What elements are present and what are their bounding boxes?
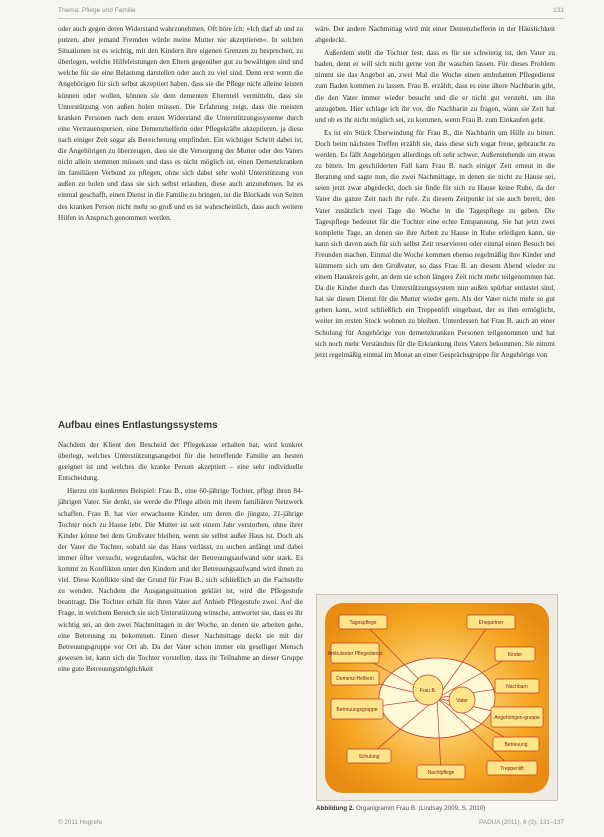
paragraph: Außerdem stellt die Tochter fest, dass es für sie schwierig ist, den Vater zu baden, denn er will sich nicht gerne von ihr waschen lassen. Für dieses Problem nimmt sie das Angebot an, zwei Mal die Woche einen ambulanten Pflegedienst zum Baden kommen zu lassen. Frau B. erzählt, dass es eine ältere Nachbarin gibt, die den Vater immer wieder besucht und die er nicht gut versteht, um ihn anzugeben. Hier schlage ich ihr vor, die Nachbarin zu fragen, wann sie Zeit hat und ob es ihr nicht möglich sei, zu kommen, wenn Frau B. zum Einkaufen geht.: [315, 49, 555, 124]
node-label: Kinder: [507, 652, 523, 658]
node-label: Nachtpflege: [427, 770, 455, 776]
organigram-node: [328, 643, 383, 663]
organigram-node: [417, 765, 465, 779]
node-label: Nachbarn: [506, 684, 528, 690]
organigram-node: [449, 687, 475, 713]
organigram-diagram: [317, 595, 557, 800]
organigram-node: [413, 675, 443, 705]
node-label: Treppenlift: [500, 766, 524, 772]
organigram-node: [495, 647, 535, 661]
section-heading: Aufbau eines Entlastungssystems: [58, 420, 218, 431]
node-label: Vater: [456, 698, 468, 704]
left-column: [58, 24, 303, 226]
running-head: [58, 6, 564, 19]
organigram-node: [347, 749, 391, 763]
footer-left: © 2011 Hogrefe: [58, 819, 103, 826]
paragraph: Hierzu ein konkretes Beispiel: Frau B., eine 60-jährige Tochter, pflegt ihren 84-jährigen Vater. Sie denkt, sie werde die Pflege allein mit ihrem familiären Netzwerk schaffen. Frau B. hat vier erwachsene Kinder, um deren die jüngste, 21-jährige Tochter noch zu Hause lebt. Die Mutter ist seit einem Jahr verstorben, ohne ihrer Kinder könne bei dem Großvater bleiben, wenn sie selbst außer Haus ist. Doch als der Vater die Tochter, sobald sie das Haus verlässt, zu suchen anfängt und dabei immer öfter versucht, wegzulaufen, wächst der Betreuungsaufwand sehr stark. Es kommt zu Konflikten unter den Kindern und der Betreuungsaufwand wird ihnen zu viel. Diese Konflikte sind der Grund für Frau B., sich schließlich an die Fachstelle zu wenden. Nachdem die Ausgangssituation geklärt ist, wird die Pflegestufe beantragt. Die Tochter erhält für ihren Vater auf Anhieb Pflegestufe zwei. Auf die Frage, in welchem Bereich sie sich Unterstützung wünsche, antwortet sie, dass es ihr wichtig sei, an den zwei Nachmittagen in der Woche, an denen sie arbeiten gehe, eine Betreuung zu bekommen. Einen dieser Nachmittage deckt sie mit der Betreuungsgruppe vor Ort ab. Da der Vater schon immer ein geselliger Mensch gewesen ist, kann sich die Tochter vorstellen, dass ihr Teilnahme an dieser Gruppe eine gute Betreuungsmöglichkeit: [58, 487, 303, 673]
running-head-left: Thema: Pflege und Familie: [58, 7, 136, 14]
organigram-node: [491, 707, 543, 727]
left-column-continued: [58, 440, 303, 677]
organigram-node: [495, 679, 539, 693]
node-label: Angehörigen-gruppe: [494, 715, 540, 721]
right-column: [315, 24, 555, 363]
node-label: Tagespflege: [349, 620, 377, 626]
footer: [58, 819, 564, 829]
paragraph: Es ist ein Stück Überwindung für Frau B., die Nachbarin um Hilfe zu bitten. Doch beim nächsten Treffen erzählt sie, dass diese sich sogar freue, gebraucht zu werden. Es fällt Angehörigen allerdings oft sehr schwer, Außenstehende um etwas zu bitten. Im geschilderten Fall kam Frau B. nach einiger Zeit erneut in die Beratung und sagte nun, die zwei Nachmittage, in denen sie nicht zu Hause sei, seien jetzt zwar abgedeckt, doch sie finde für sich zu Hause keine Ruhe, da der Vater die ganze Zeit nach ihr rufe. Zu diesem Zeitpunkt ist sie auch bereit, den Vater zusätzlich zwei Tage die Woche in die Tagespflege zu geben. Die Tagespflege bedeutet für die Tochter eine echte Entspannung. Sie hat jetzt zwei komplette Tage, an denen sie ihre Arbeit zu Hause in Ruhe erledigen kann, sie kann sich davon auch für sich selbst Zeit reservieren oder einmal einen Besuch bei Freunden machen. Einmal die Woche kommen ebenso regelmäßig ihre Kinder und kümmern sich um den Großvater, so dass Frau B. an diesem Abend wieder zu einem Hauskreis geht, an dem sie schon längere Zeit nicht mehr teilgenommen hat. Da die Kinder durch das Unterstützungssystem nun außen spürbar entlastet sind, hat sie diesen Dienst für die Mutter wieder gern. Als der Vater nicht mehr so gut gehen kann, wird schließlich ein Treppenlift eingebaut, der es ihm ermöglicht, weiter im ersten Stock wohnen zu bleiben. Unterdessen hat Frau B. auch an einer Schulung für Angehörige von demenzkranken Personen teilgenommen und hat sich noch mehr Verständnis für die Erkrankung ihres Vaters bekommen. Sie nimmt jetzt regelmäßig einmal im Monat an einer Gesprächsgruppe für Angehörige von: [315, 128, 555, 359]
footer-right: PADUA (2011), 6 (3), 131–137: [479, 819, 564, 826]
figure-caption: [316, 805, 556, 812]
paragraph: Nachdem der Klient den Bescheid der Pflegekasse erhalten hat, wird konkret überlegt, welches Unterstützungsangebot für die betreffende Familie am besten geeignet ist und welches die kranke Person akzeptiert – eine sehr individuelle Entscheidung.: [58, 441, 303, 483]
node-label: Betreuungsgruppe: [336, 707, 378, 713]
node-label: Ehepartner: [478, 620, 504, 626]
caption-text: Organigramm Frau B. (Lindsay 2009, S. 2010): [355, 805, 486, 812]
organigram-node: [331, 699, 383, 719]
caption-label: Abbildung 2.: [316, 805, 355, 812]
node-label: Betreuung: [504, 742, 528, 748]
figure-organigram: [316, 594, 558, 801]
organigram-node: [493, 737, 539, 751]
node-label: Ambulanter Pflegedienst: [327, 651, 383, 657]
organigram-node: [467, 615, 515, 629]
paragraph: wäre. Der andere Nachmittag wird mit einer Demenzhelferin in der Häuslichkeit abgedeckt.: [315, 25, 555, 45]
node-label: Demenz-Helferin: [336, 676, 374, 682]
node-label: Schulung: [358, 754, 380, 760]
page-number: 131: [553, 7, 564, 14]
organigram-node: [339, 615, 387, 629]
paragraph: oder auch gegen deren Widerstand wahrzunehmen. Oft höre ich: »Ich darf ab und zu putzen, aber jemand Fremden würde meine Mutter nie akzeptieren«. In solchen Situationen ist es wichtig, mit den Kindern ihre eigenen Grenzen zu besprechen, zu überlegen, welche Hilfeleistungen den Eltern gegenüber gut zu bewältigen sind und welche für sie eine Belastung darstellen oder auch zu viel sind. Denn erst wenn die Angehörigen für sich selbst akzeptiert haben, dass sie die Pflege nicht alleine leisten können oder wollen, können sie dem dementen Elternteil vermitteln, dass sie Unterstützung von außen holen müssen. Die Erfahrung zeigt, dass die meisten kranken Personen nach dem ersten Widerstand die Unterstützungssysteme durch eine Vertrauensperson, eine Demenzhelferin oder Pflegekräfte akzeptieren, ja diese nach einiger Zeit sogar als Bereicherung empfinden. Ein wichtiger Schritt dabei ist, die Angehörigen zu überzeugen, dass sie die Versorgung der Mutter oder des Vaters nicht allein stemmen müssen und dass es nicht möglich ist, einen Demenzkranken im familiären Verbund zu pflegen, ohne sich dabei sehr wohl Unterstützung von außen zu holen und dass sie sich selbst erlauben, diese auch anzunehmen. Ist es einmal geschafft, einen Dienst in die Familie zu bringen, ist die Blockade von Seiten des kranken Person nicht mehr so groß und es ist wahrscheinlich, dass auch weitere Hilfen in Anspruch genommen werden.: [58, 25, 303, 222]
organigram-node: [487, 761, 537, 775]
node-label: Frau B.: [419, 688, 437, 694]
organigram-node: [331, 671, 379, 685]
